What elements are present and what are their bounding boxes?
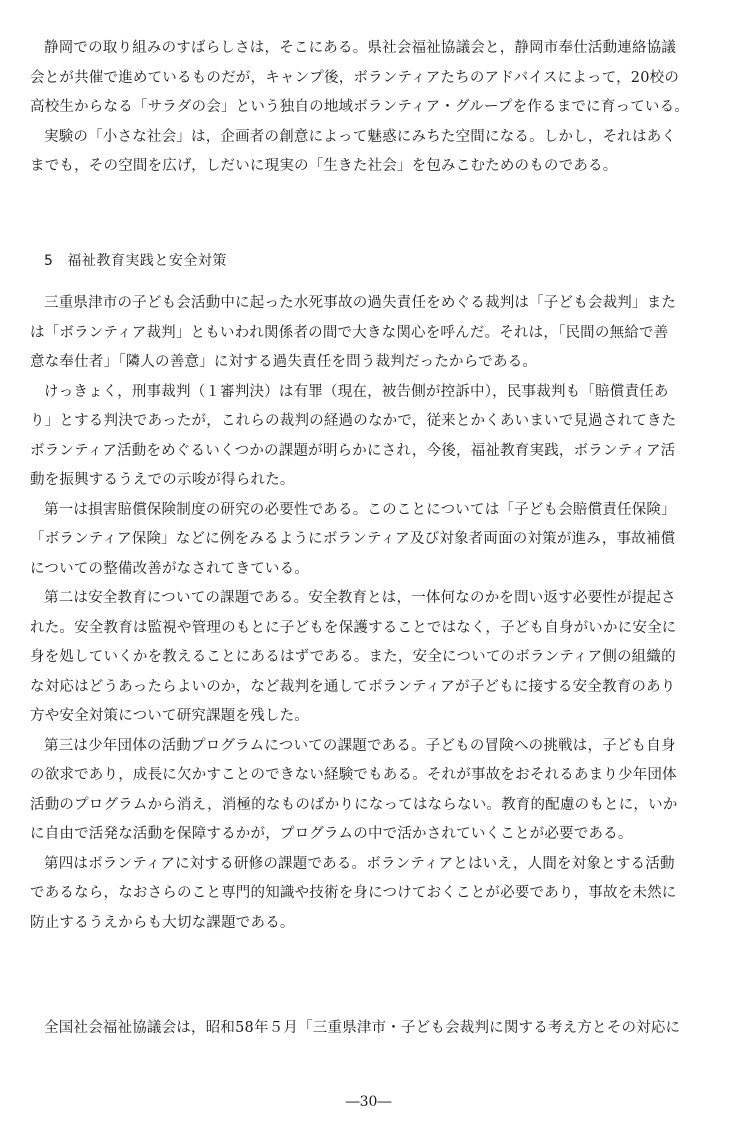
text-line: までも，その空間を広げ，しだいに現実の「生きた社会」を包みこむためのものである。 (30, 158, 618, 174)
section-heading (44, 250, 227, 270)
text-line: 高校生からなる「サラダの会」という独自の地域ボランティア・グループを作るまでに育っている。 (30, 99, 690, 115)
paragraph (30, 732, 710, 850)
text-line: は「ボランティア裁判」ともいわれ関係者の間で大きな関心を呼んだ。それは，「民間の無給で善 (30, 324, 669, 341)
paragraph (30, 378, 710, 496)
section-title: 福祉教育実践と安全対策 (67, 253, 227, 269)
text-line: 活動のプログラムから消え，消極的なものばかりになってはならない。教育的配慮のもとに，いか (30, 796, 678, 813)
paragraph (30, 850, 710, 939)
text-line: 三重県津市の子ども会活動中に起った水死事故の過失責任をめぐる裁判は「子ども会裁判」また (44, 295, 677, 311)
text-line: 「ボランティア保険」などに例をみるようにボランティア及び対象者両面の対策が進み，事故補償 (30, 531, 676, 547)
text-line: 静岡での取り組みのすばらしさは，そこにある。県社会福祉協議会と，静岡市奉仕活動連絡協議 (44, 40, 677, 56)
text-line: 第一は損害賠償保険制度の研究の必要性である。このことについては「子ども会賠償責任保険」 (44, 501, 676, 518)
paragraph (30, 496, 710, 585)
page-number: ―30― (345, 1094, 392, 1110)
paragraph (30, 34, 710, 123)
section-body (30, 289, 710, 938)
text-line: についての整備改善がなされてきている。 (30, 560, 310, 577)
text-line: 意な奉仕者」「隣人の善意」に対する過失責任を問う裁判だったからである。 (30, 354, 538, 370)
intro-text (30, 34, 710, 182)
text-line: であるなら，なおさらのこと専門的知識や技術を身につけておくことが必要であり，事故を未然に (30, 885, 677, 901)
section-number: 5 (44, 253, 54, 269)
text-line: 動を振興するうえでの示唆が得られた。 (30, 472, 295, 488)
paragraph (30, 1014, 710, 1044)
paragraph (30, 289, 710, 378)
text-line: 防止するうえからも大切な課題である。 (30, 914, 295, 931)
paragraph (30, 123, 710, 182)
closing-text (30, 1014, 710, 1044)
text-line: り」とする判決であったが，これらの裁判の経過のなかで，従来とかくあいまいで見過されてきた (30, 413, 677, 429)
text-line: に自由で活発な活動を保障するかが，プログラムの中で活かされていくことが必要である。 (30, 826, 633, 842)
paragraph (30, 584, 710, 732)
text-line: 会とが共催で進めているものだが，キャンプ後，ボランティアたちのアドバイスによって，20校の (30, 69, 680, 86)
text-line: れた。安全教育は監視や管理のもとに子どもを保護することではなく，子ども自身がいかに安全に (30, 619, 677, 636)
text-line: 第四はボランティアに対する研修の課題である。ボランティアとはいえ，人間を対象とする活動 (44, 855, 675, 872)
text-line: な対応はどうあったらよいのか，など裁判を通してボランティアが子どもに接する安全教育のあり (30, 678, 676, 695)
text-line: 全国社会福祉協議会は，昭和58年５月「三重県津市・子ども会裁判に関する考え方とその対応に (44, 1020, 681, 1036)
text-line: の欲求であり，成長に欠かすことのできない経験でもある。それが事故をおそれるあまり少年団体 (30, 767, 677, 783)
text-line: 実験の「小さな社会」は，企画者の創意によって魅惑にみちた空間になる。しかし，それはあく (44, 128, 677, 145)
text-line: 第二は安全教育についての課題である。安全教育とは，一体何なのかを問い返す必要性が提起さ (44, 590, 676, 606)
text-line: ボランティア活動をめぐるいくつかの課題が明らかにされ，今後，福祉教育実践，ボランティア活 (30, 442, 676, 459)
text-line: 第三は少年団体の活動プログラムについての課題である。子どもの冒険への挑戦は，子ども自身 (44, 737, 676, 754)
text-line: けっきょく，刑事裁判（１審判決）は有罪（現在，被告側が控訴中），民事裁判も「賠償責任あ (44, 383, 669, 400)
text-line: 方や安全対策について研究課題を残した。 (30, 708, 310, 724)
text-line: 身を処していくかを教えることにあるはずである。また，安全についてのボランティア側の組織的 (30, 649, 676, 665)
